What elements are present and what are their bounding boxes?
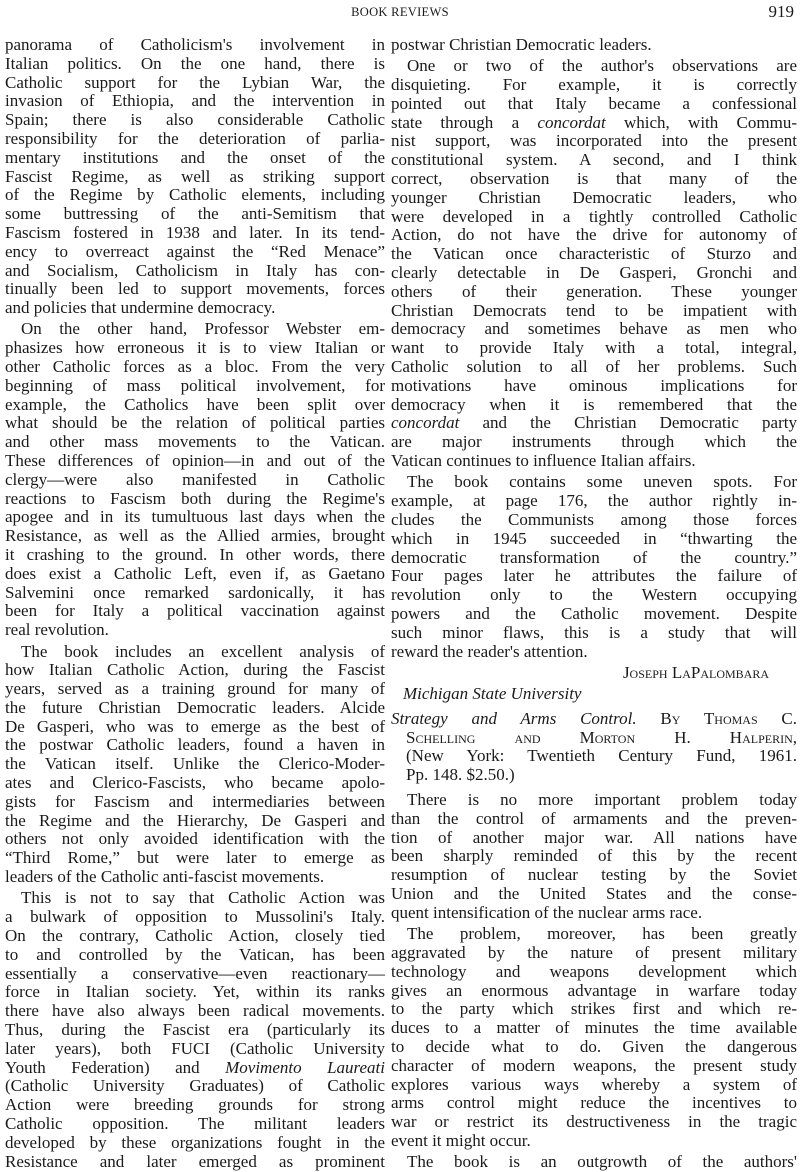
paragraph <box>5 320 385 640</box>
text-line: been for Italy a political vaccination against <box>5 601 385 621</box>
text-line: character of modern weapons, the present study <box>391 1055 797 1075</box>
text-line: example, the Catholics have been split over <box>5 394 385 414</box>
text-line: Action were breeding grounds for strong <box>5 1095 385 1115</box>
text-segment: and the Christian Democratic party <box>459 413 797 433</box>
text-line: phasizes how erroneous it is to view Italian or <box>5 338 385 358</box>
text-line: technology and weapons development which <box>391 961 797 981</box>
text-line: real revolution. <box>5 620 109 640</box>
text-line: Spain; there is also considerable Catholic <box>5 110 385 130</box>
text-line: example, at page 176, the author rightly in- <box>391 491 797 511</box>
text-line: Pp. 148. $2.50.) <box>406 765 515 785</box>
text-line: There is no more important problem today <box>407 790 797 810</box>
text-line: and policies that undermine democracy. <box>5 298 276 318</box>
paragraph <box>5 889 385 1171</box>
text-line: resumption of nuclear testing by the Soviet <box>391 865 797 885</box>
text-line: force in Italian society. Yet, within its ranks <box>5 982 385 1002</box>
text-line: gists for Fascism and intermediaries between <box>5 791 385 811</box>
reviewer-affiliation <box>391 685 797 704</box>
reviewer-name <box>391 664 797 683</box>
text-line: been sharply reminded of this by the recent <box>391 846 797 866</box>
text-line <box>5 1059 385 1078</box>
text-line: “Third Rome,” but were later to emerge as <box>5 848 385 868</box>
text-line: others not only avoided identification with the <box>5 829 385 849</box>
text-line: The book is an outgrowth of the authors' <box>407 1152 797 1172</box>
text-line: Fascism fostered in 1938 and later. In its tend- <box>5 222 385 242</box>
text-line: arms control might reduce the incentives to <box>391 1093 797 1113</box>
italic-text: concordat <box>537 112 606 132</box>
text-line: it crashing to the ground. In other words, there <box>5 545 385 565</box>
text-line: Action, do not have the drive for autonomy of <box>391 225 797 245</box>
text-line <box>391 685 797 704</box>
text-segment: which, with Commu- <box>605 112 797 132</box>
text-line: and other mass movements to the Vatican. <box>5 432 385 452</box>
text-line: Union and the United States and the conse- <box>391 884 797 904</box>
text-line: aggravated by the nature of present military <box>391 942 797 962</box>
text-line <box>391 710 797 729</box>
text-line: leaders of the Catholic anti-fascist movements. <box>5 867 325 887</box>
text-line: than the control of armaments and the preven- <box>391 808 797 828</box>
paragraph <box>391 57 797 471</box>
text-line: some buttressing of the anti-Semitism that <box>5 204 385 224</box>
text-line: motivations have ominous implications for <box>391 375 797 395</box>
text-line: event it might occur. <box>391 1130 531 1150</box>
text-line: does exist a Catholic Left, even if, as Gaetano <box>5 563 385 583</box>
paragraph <box>391 925 797 1151</box>
text-line: younger Christian Democratic leaders, who <box>391 187 797 207</box>
text-line: reactions to Fascism both during the Regime's <box>5 488 385 508</box>
text-line: clergy—were also manifested in Catholic <box>5 469 385 489</box>
right-column <box>391 36 797 1172</box>
text-line: to the party which strikes first and which re- <box>391 999 797 1019</box>
text-line: constitutional system. A second, and I think <box>391 150 797 170</box>
text-line: explores various ways whereby a system of <box>391 1074 797 1094</box>
text-line: mentary institutions and the onset of the <box>5 147 385 167</box>
text-line: These differences of opinion—in and out of the <box>5 451 385 471</box>
text-line: there have also always been radical movements. <box>5 1001 385 1021</box>
text-line: Resistance and later emerged as prominent <box>5 1151 385 1171</box>
text-line: nist support, was incorporated into the present <box>391 131 797 151</box>
paragraph <box>5 643 385 887</box>
text-line: war or restrict its destructiveness in the tragic <box>391 1112 797 1132</box>
left-column <box>5 36 385 1171</box>
text-line: Christian Democrats tend to be impatient with <box>391 300 797 320</box>
text-line: democratic transformation of the country.” <box>391 547 797 567</box>
italic-text: Movimento Laureati <box>225 1057 386 1077</box>
small-caps-text: By Thomas C. <box>660 708 798 728</box>
text-line: The book includes an excellent analysis of <box>21 641 385 661</box>
text-line: (New York: Twentieth Century Fund, 1961. <box>406 746 797 766</box>
text-line: revolution only to the Western occupying <box>391 585 797 605</box>
text-line: ency to overreact against the “Red Menace” <box>5 241 385 261</box>
text-line: of the Regime by Catholic elements, including <box>5 185 385 205</box>
italic-text: concordat <box>391 413 460 433</box>
text-line: The problem, moreover, has been greatly <box>407 924 797 944</box>
text-line: One or two of the author's observations are <box>407 56 797 76</box>
text-line: Catholic opposition. The militant leaders <box>5 1113 385 1133</box>
running-head: BOOK REVIEWS <box>351 5 449 19</box>
paragraph <box>5 36 385 318</box>
text-line: The book contains some uneven spots. For <box>407 472 797 492</box>
text-line: Salvemini once remarked sardonically, it has <box>5 582 385 602</box>
text-line: On the contrary, Catholic Action, closely tied <box>5 925 385 945</box>
text-line: Vatican continues to influence Italian affairs. <box>391 451 696 471</box>
small-caps-text: Joseph LaPalombara <box>622 662 769 682</box>
italic-text: Michigan State University <box>403 684 582 704</box>
text-line: are major instruments through which the <box>391 432 797 452</box>
small-caps-text: Schelling and Morton H. Halperin, <box>406 727 797 747</box>
text-line: democracy and sometimes behave as men who <box>391 319 797 339</box>
text-line: how Italian Catholic Action, during the Fascist <box>5 660 385 680</box>
text-line: what should be the relation of political parties <box>5 413 385 433</box>
text-line: responsibility for the deterioration of parlia- <box>5 128 385 148</box>
text-line <box>391 114 797 133</box>
text-line: Fascist Regime, as well as striking support <box>5 166 385 186</box>
text-line: to and controlled by the Vatican, has been <box>5 944 385 964</box>
text-line: clearly detectable in De Gasperi, Gronchi and <box>391 263 797 283</box>
text-segment: Youth Federation) and <box>5 1057 226 1077</box>
text-line: the Vatican itself. Unlike the Clerico-Moder- <box>5 754 385 774</box>
text-segment <box>637 709 661 728</box>
text-line <box>391 414 797 433</box>
text-line: This is not to say that Catholic Action was <box>21 888 385 908</box>
paragraph <box>391 1153 797 1172</box>
text-line: later years), both FUCI (Catholic University <box>5 1038 385 1058</box>
text-line: pointed out that Italy became a confessional <box>391 93 797 113</box>
text-line: ates and Clerico-Fascists, who became apolo- <box>5 773 385 793</box>
page-number: 919 <box>768 2 794 21</box>
text-line: Resistance, as well as the Allied armies, brought <box>5 526 385 546</box>
text-line: tinually been led to support movements, forces <box>5 279 385 299</box>
text-line: the future Christian Democratic leaders. Alcide <box>5 697 385 717</box>
text-line: want to provide Italy with a total, integral, <box>391 338 797 358</box>
text-line: duces to a matter of minutes the time available <box>391 1018 797 1038</box>
text-line: invasion of Ethiopia, and the intervention in <box>5 91 385 111</box>
text-line <box>391 664 797 683</box>
text-line: panorama of Catholicism's involvement in <box>5 35 385 54</box>
text-line: beginning of mass political involvement, for <box>5 375 385 395</box>
text-line: cludes the Communists among those forces <box>391 509 797 529</box>
text-line: (Catholic University Graduates) of Catholic <box>5 1076 385 1096</box>
text-line: apogee and in its tumultuous last days when the <box>5 507 385 527</box>
book-citation <box>391 710 797 785</box>
text-line: tion of another major war. All nations have <box>391 827 797 847</box>
text-line: a bulwark of opposition to Mussolini's Italy. <box>5 907 385 927</box>
text-line: to decide what to do. Given the dangerous <box>391 1036 797 1056</box>
text-line: postwar Christian Democratic leaders. <box>391 35 652 54</box>
text-line: correct, observation is that many of the <box>391 169 797 189</box>
text-line: such minor flaws, this is a study that will <box>391 622 797 642</box>
text-line: the postwar Catholic leaders, found a haven in <box>5 735 385 755</box>
italic-text: Strategy and Arms Control. <box>391 708 637 728</box>
text-line: gives an enormous advantage in warfare today <box>391 980 797 1000</box>
text-line: reward the reader's attention. <box>391 641 588 661</box>
text-line: Catholic solution to all of her problems. Such <box>391 357 797 377</box>
text-line: Catholic support for the Lybian War, the <box>5 72 385 92</box>
page-header <box>0 2 800 22</box>
text-line: years, served as a training ground for many of <box>5 679 385 699</box>
text-line: democracy when it is remembered that the <box>391 394 797 414</box>
text-line: others of their generation. These younger <box>391 281 797 301</box>
paragraph <box>391 791 797 923</box>
text-line: Four pages later he attributes the failure of <box>391 566 797 586</box>
text-segment: state through a <box>391 112 538 132</box>
paragraph <box>391 36 797 55</box>
text-line: De Gasperi, who was to emerge as the best of <box>5 716 385 736</box>
text-line: disquieting. For example, it is correctly <box>391 75 797 95</box>
text-line: were developed in a tightly controlled Catholic <box>391 206 797 226</box>
text-line: and Socialism, Catholicism in Italy has con- <box>5 260 385 280</box>
paragraph <box>391 473 797 661</box>
text-line: quent intensification of the nuclear arms race. <box>391 902 703 922</box>
text-line: Italian politics. On the one hand, there is <box>5 53 385 73</box>
text-line: developed by these organizations fought in the <box>5 1132 385 1152</box>
text-line: Thus, during the Fascist era (particularly its <box>5 1019 385 1039</box>
text-line: essentially a conservative—even reactionary— <box>5 963 385 983</box>
text-line: the Regime and the Hierarchy, De Gasperi and <box>5 810 385 830</box>
text-line <box>391 729 797 748</box>
text-line: which in 1945 succeeded in “thwarting the <box>391 528 797 548</box>
text-line: the Vatican once characteristic of Sturzo and <box>391 244 797 264</box>
text-line: other Catholic forces as a bloc. From the very <box>5 357 385 377</box>
text-line: powers and the Catholic movement. Despite <box>391 603 797 623</box>
text-line: On the other hand, Professor Webster em- <box>21 319 385 339</box>
